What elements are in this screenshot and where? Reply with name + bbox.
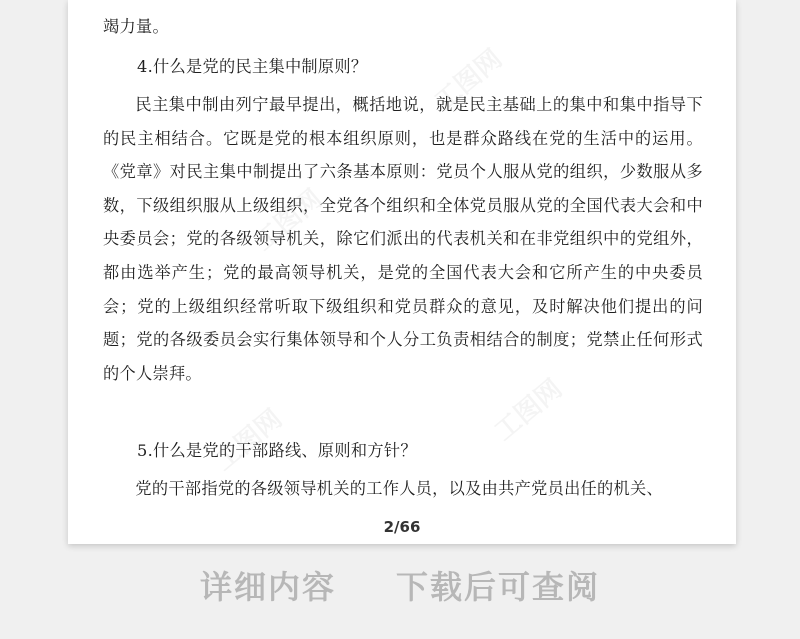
paragraph-tail: 竭力量。 xyxy=(103,17,169,36)
footer-banner xyxy=(0,562,800,608)
footer-left-text: 详细内容 xyxy=(199,568,336,606)
question-heading-4: 4.什么是党的民主集中制原则？ xyxy=(137,57,368,76)
paragraph-q5: 党的干部指党的各级领导机关的工作人员，以及由共产党员出任的机关、 xyxy=(135,479,663,498)
question-heading-5: 5.什么是党的干部路线、原则和方针？ xyxy=(137,441,417,460)
document-page xyxy=(68,0,736,544)
paragraph-q4: 民主集中制由列宁最早提出，概括地说，就是民主基础上的集中和集中指导下的民主相结合。它既是党的根本组织原则，也是群众路线在党的生活中的运用。《党章》对民主集中制提出了六条基本原则：党员个人服从党的组织，少数服从多数，下级组织服从上级组织，全党各个组织和全体党员服从党的全国代表大会和中央委员会；党的各级领导机关，除它们派出的代表机关和在非党组织中的党组外，都由选举产生；党的最高领导机关，是党的全国代表大会和它所产生的中央委员会；党的上级组织经常听取下级组织和党员群众的意见，及时解决他们提出的问题；党的各级委员会实行集体领导和个人分工负责相结合的制度；党禁止任何形式的个人崇拜。 xyxy=(103,95,703,383)
page-number: 2/66 xyxy=(383,518,421,536)
footer-right-text: 下载后可查阅 xyxy=(396,568,601,606)
